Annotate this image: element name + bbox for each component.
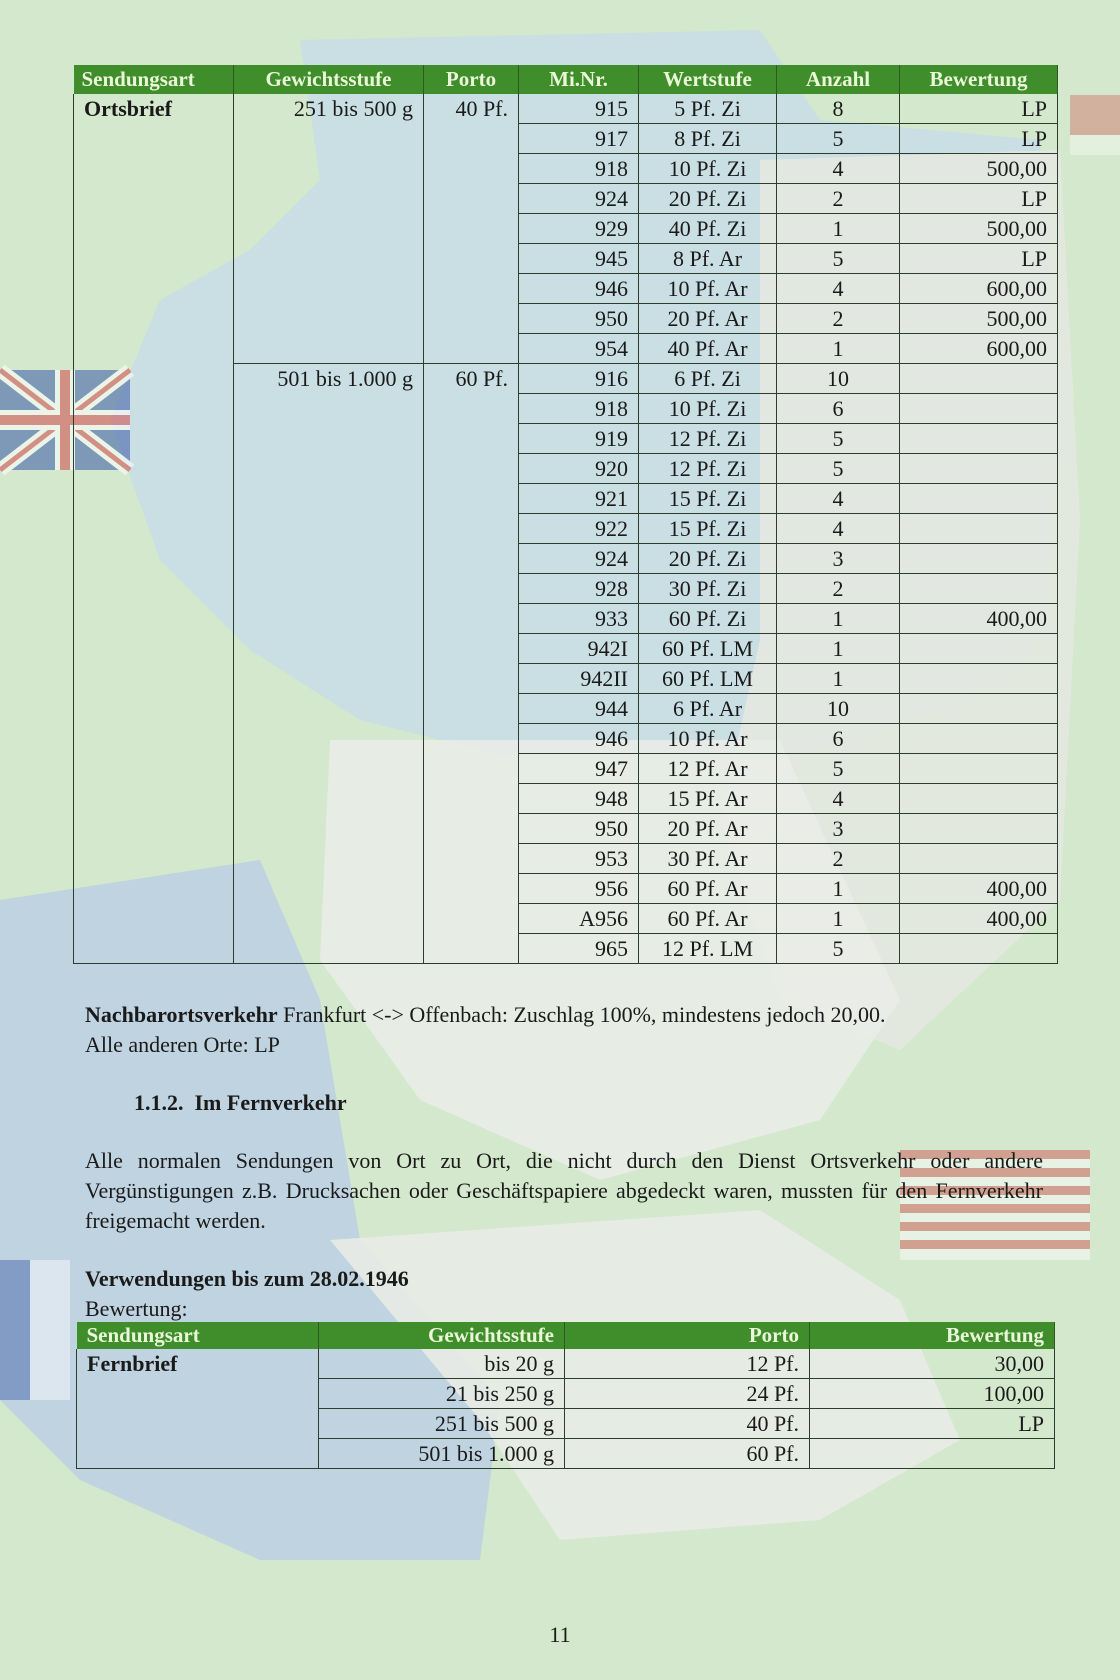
header-sendungsart: Sendungsart	[74, 65, 234, 94]
wertstufe-cell: 30 Pf. Zi	[639, 574, 777, 604]
note-line1: Frankfurt <-> Offenbach: Zuschlag 100%, mindestens jedoch 20,00.	[277, 1002, 886, 1027]
wertstufe-cell: 60 Pf. LM	[639, 634, 777, 664]
gewichtsstufe-cell: 251 bis 500 g	[234, 94, 424, 364]
fern-gewicht-cell: 251 bis 500 g	[319, 1409, 565, 1439]
bewertung-cell	[900, 454, 1058, 484]
table-header-row	[77, 1322, 1055, 1349]
bewertung-cell	[900, 634, 1058, 664]
wertstufe-cell: 10 Pf. Ar	[639, 274, 777, 304]
anzahl-cell: 1	[777, 334, 900, 364]
fern-header-sendungsart: Sendungsart	[77, 1322, 319, 1349]
anzahl-cell: 4	[777, 154, 900, 184]
minr-cell: 946	[519, 274, 639, 304]
bewertung-cell	[900, 694, 1058, 724]
header-minr: Mi.Nr.	[519, 65, 639, 94]
usage-heading: Verwendungen bis zum 28.02.1946	[85, 1266, 409, 1291]
bewertung-cell	[900, 814, 1058, 844]
bewertung-cell: 400,00	[900, 904, 1058, 934]
anzahl-cell: 4	[777, 484, 900, 514]
bewertung-cell	[900, 754, 1058, 784]
bewertung-cell: LP	[900, 244, 1058, 274]
fern-sendungsart-cell: Fernbrief	[77, 1349, 319, 1469]
fernbrief-table-body	[77, 1349, 1055, 1469]
ortsbrief-table-body	[74, 94, 1058, 964]
fern-header-gewichtsstufe: Gewichtsstufe	[319, 1322, 565, 1349]
bewertung-cell: 400,00	[900, 604, 1058, 634]
wertstufe-cell: 10 Pf. Zi	[639, 394, 777, 424]
gewichtsstufe-cell: 501 bis 1.000 g	[234, 364, 424, 964]
bewertung-cell	[900, 484, 1058, 514]
wertstufe-cell: 40 Pf. Ar	[639, 334, 777, 364]
minr-cell: 953	[519, 844, 639, 874]
bewertung-cell: LP	[900, 184, 1058, 214]
minr-cell: 920	[519, 454, 639, 484]
wertstufe-cell: 12 Pf. Ar	[639, 754, 777, 784]
bewertung-cell	[900, 424, 1058, 454]
fern-bewertung-cell: 30,00	[810, 1349, 1055, 1379]
minr-cell: 918	[519, 394, 639, 424]
bewertung-cell	[900, 574, 1058, 604]
bewertung-cell: LP	[900, 94, 1058, 124]
porto-cell: 40 Pf.	[424, 94, 519, 364]
wertstufe-cell: 60 Pf. Ar	[639, 904, 777, 934]
porto-cell: 60 Pf.	[424, 364, 519, 964]
bewertung-cell	[900, 514, 1058, 544]
minr-cell: 948	[519, 784, 639, 814]
fern-porto-cell: 60 Pf.	[565, 1439, 810, 1469]
bewertung-cell: 500,00	[900, 304, 1058, 334]
bewertung-cell	[900, 784, 1058, 814]
wertstufe-cell: 30 Pf. Ar	[639, 844, 777, 874]
fern-gewicht-cell: 501 bis 1.000 g	[319, 1439, 565, 1469]
bewertung-cell: 600,00	[900, 274, 1058, 304]
minr-cell: 945	[519, 244, 639, 274]
section-heading: 1.1.2. Im Fernverkehr	[134, 1090, 347, 1115]
anzahl-cell: 5	[777, 934, 900, 964]
fernverkehr-paragraph: Alle normalen Sendungen von Ort zu Ort, die nicht durch den Dienst Ortsverkehr oder andere Vergünstigungen z.B. Drucksachen oder Geschäftspapiere abgedeckt waren, mussten für den Fernverkehr freigemacht werden.	[85, 1148, 1043, 1233]
anzahl-cell: 1	[777, 634, 900, 664]
anzahl-cell: 4	[777, 514, 900, 544]
wertstufe-cell: 15 Pf. Zi	[639, 484, 777, 514]
minr-cell: 917	[519, 124, 639, 154]
anzahl-cell: 1	[777, 874, 900, 904]
anzahl-cell: 5	[777, 454, 900, 484]
wertstufe-cell: 5 Pf. Zi	[639, 94, 777, 124]
wertstufe-cell: 15 Pf. Zi	[639, 514, 777, 544]
fern-porto-cell: 24 Pf.	[565, 1379, 810, 1409]
fern-porto-cell: 12 Pf.	[565, 1349, 810, 1379]
fernbrief-table	[76, 1322, 1055, 1469]
wertstufe-cell: 15 Pf. Ar	[639, 784, 777, 814]
fern-bewertung-cell: LP	[810, 1409, 1055, 1439]
minr-cell: 950	[519, 814, 639, 844]
minr-cell: 944	[519, 694, 639, 724]
minr-cell: 916	[519, 364, 639, 394]
fern-bewertung-cell: 100,00	[810, 1379, 1055, 1409]
minr-cell: 924	[519, 544, 639, 574]
anzahl-cell: 2	[777, 184, 900, 214]
anzahl-cell: 1	[777, 664, 900, 694]
fern-header-bewertung: Bewertung	[810, 1322, 1055, 1349]
wertstufe-cell: 10 Pf. Ar	[639, 724, 777, 754]
bewertung-cell: 400,00	[900, 874, 1058, 904]
bewertung-cell	[900, 934, 1058, 964]
wertstufe-cell: 12 Pf. LM	[639, 934, 777, 964]
sendungsart-cell: Ortsbrief	[74, 94, 234, 964]
wertstufe-cell: 60 Pf. Zi	[639, 604, 777, 634]
minr-cell: 954	[519, 334, 639, 364]
header-gewichtsstufe: Gewichtsstufe	[234, 65, 424, 94]
anzahl-cell: 5	[777, 424, 900, 454]
anzahl-cell: 1	[777, 604, 900, 634]
header-porto: Porto	[424, 65, 519, 94]
table-row	[74, 94, 1058, 124]
anzahl-cell: 5	[777, 124, 900, 154]
nachbarort-note	[85, 1000, 1045, 1060]
minr-cell: 942I	[519, 634, 639, 664]
wertstufe-cell: 60 Pf. LM	[639, 664, 777, 694]
wertstufe-cell: 8 Pf. Ar	[639, 244, 777, 274]
table-row	[77, 1349, 1055, 1379]
minr-cell: 919	[519, 424, 639, 454]
bewertung-cell	[900, 544, 1058, 574]
minr-cell: 950	[519, 304, 639, 334]
wertstufe-cell: 12 Pf. Zi	[639, 454, 777, 484]
wertstufe-cell: 6 Pf. Zi	[639, 364, 777, 394]
minr-cell: 965	[519, 934, 639, 964]
anzahl-cell: 4	[777, 784, 900, 814]
anzahl-cell: 6	[777, 724, 900, 754]
bewertung-cell: 500,00	[900, 154, 1058, 184]
fern-gewicht-cell: bis 20 g	[319, 1349, 565, 1379]
wertstufe-cell: 6 Pf. Ar	[639, 694, 777, 724]
anzahl-cell: 3	[777, 814, 900, 844]
bewertung-cell	[900, 724, 1058, 754]
fern-header-porto: Porto	[565, 1322, 810, 1349]
wertstufe-cell: 20 Pf. Ar	[639, 814, 777, 844]
fern-bewertung-cell	[810, 1439, 1055, 1469]
wertstufe-cell: 8 Pf. Zi	[639, 124, 777, 154]
wertstufe-cell: 60 Pf. Ar	[639, 874, 777, 904]
bewertung-cell	[900, 664, 1058, 694]
anzahl-cell: 10	[777, 364, 900, 394]
bewertung-cell: LP	[900, 124, 1058, 154]
minr-cell: 915	[519, 94, 639, 124]
bewertung-cell: 600,00	[900, 334, 1058, 364]
anzahl-cell: 8	[777, 94, 900, 124]
wertstufe-cell: 20 Pf. Zi	[639, 184, 777, 214]
anzahl-cell: 2	[777, 844, 900, 874]
header-bewertung: Bewertung	[900, 65, 1058, 94]
minr-cell: 956	[519, 874, 639, 904]
wertstufe-cell: 20 Pf. Zi	[639, 544, 777, 574]
note-bold: Nachbarortsverkehr	[85, 1002, 278, 1027]
bewertung-cell	[900, 394, 1058, 424]
bewertung-label: Bewertung:	[85, 1296, 188, 1321]
fern-porto-cell: 40 Pf.	[565, 1409, 810, 1439]
wertstufe-cell: 40 Pf. Zi	[639, 214, 777, 244]
minr-cell: 928	[519, 574, 639, 604]
anzahl-cell: 4	[777, 274, 900, 304]
minr-cell: 929	[519, 214, 639, 244]
minr-cell: 922	[519, 514, 639, 544]
anzahl-cell: 1	[777, 214, 900, 244]
note-line2: Alle anderen Orte: LP	[85, 1032, 280, 1057]
bewertung-cell	[900, 844, 1058, 874]
header-anzahl: Anzahl	[777, 65, 900, 94]
wertstufe-cell: 12 Pf. Zi	[639, 424, 777, 454]
ortsbrief-table	[73, 65, 1058, 964]
anzahl-cell: 5	[777, 754, 900, 784]
minr-cell: 921	[519, 484, 639, 514]
anzahl-cell: 10	[777, 694, 900, 724]
header-wertstufe: Wertstufe	[639, 65, 777, 94]
anzahl-cell: 2	[777, 304, 900, 334]
page-number: 11	[549, 1622, 571, 1647]
minr-cell: 946	[519, 724, 639, 754]
anzahl-cell: 2	[777, 574, 900, 604]
bewertung-cell	[900, 364, 1058, 394]
wertstufe-cell: 10 Pf. Zi	[639, 154, 777, 184]
minr-cell: 947	[519, 754, 639, 784]
minr-cell: 924	[519, 184, 639, 214]
minr-cell: 933	[519, 604, 639, 634]
anzahl-cell: 3	[777, 544, 900, 574]
minr-cell: A956	[519, 904, 639, 934]
anzahl-cell: 1	[777, 904, 900, 934]
minr-cell: 918	[519, 154, 639, 184]
minr-cell: 942II	[519, 664, 639, 694]
bewertung-cell: 500,00	[900, 214, 1058, 244]
table-header-row	[74, 65, 1058, 94]
anzahl-cell: 6	[777, 394, 900, 424]
wertstufe-cell: 20 Pf. Ar	[639, 304, 777, 334]
fern-gewicht-cell: 21 bis 250 g	[319, 1379, 565, 1409]
anzahl-cell: 5	[777, 244, 900, 274]
